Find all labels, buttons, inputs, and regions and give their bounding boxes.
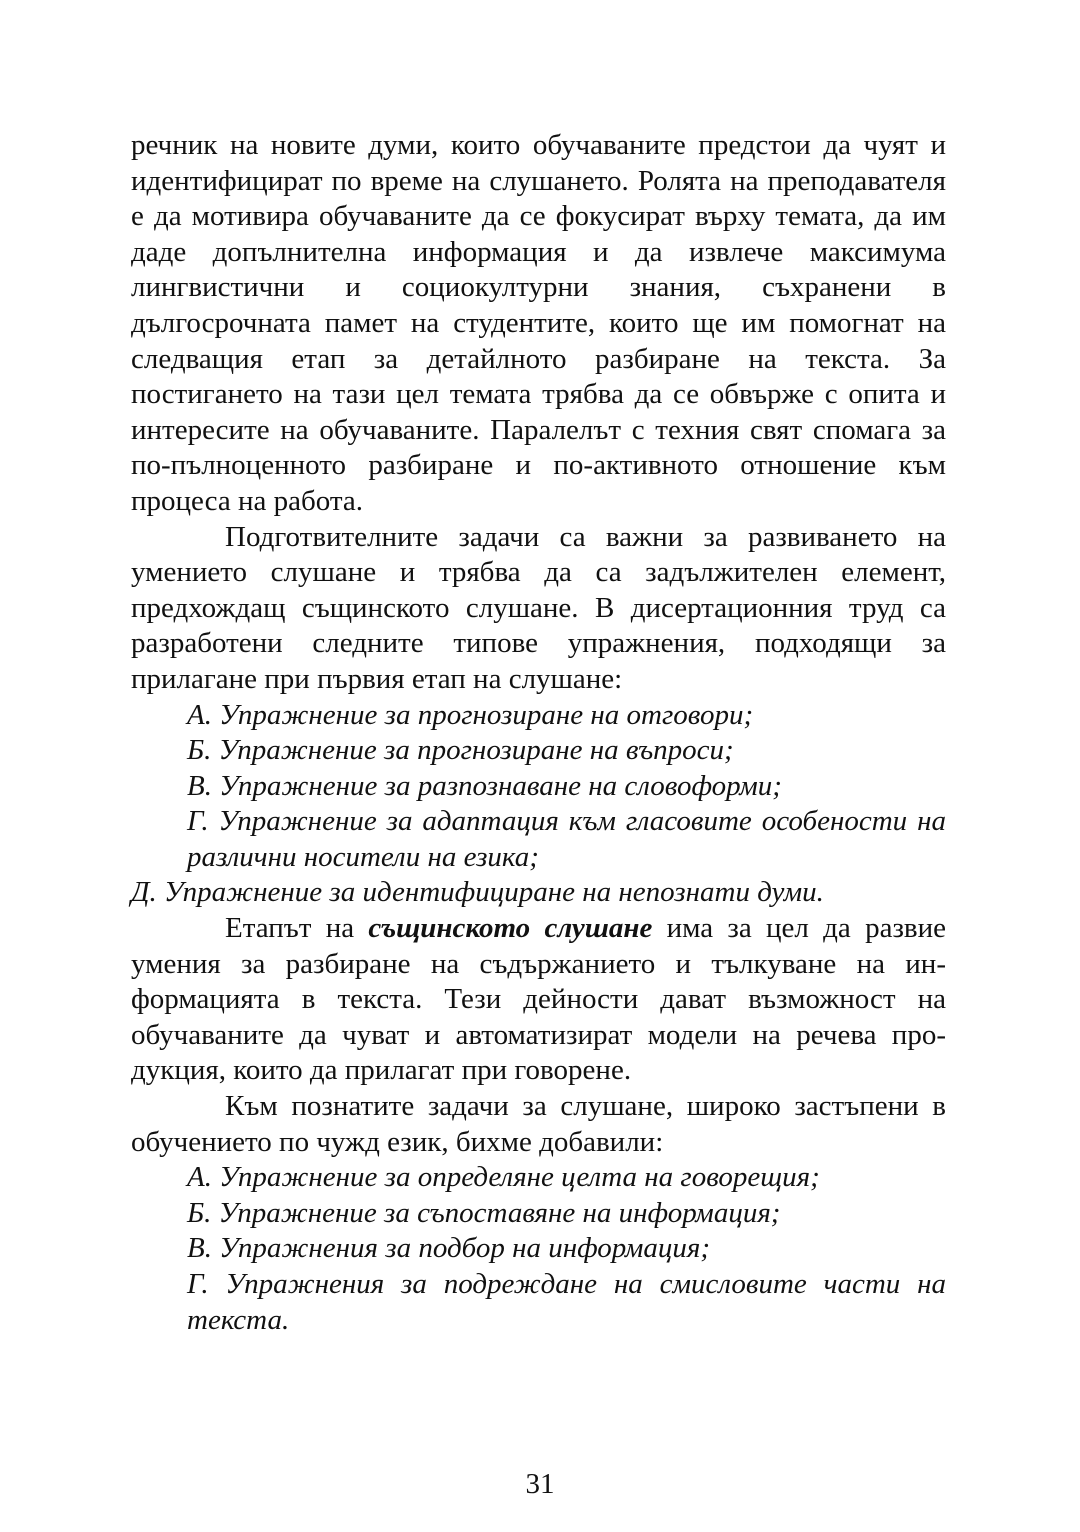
exercise-list-listening	[131, 1160, 946, 1338]
paragraph-text: има за цел да развие умения за разбиране на съдържанието и тълкуване на информацията в текста. Тези дейности дават възможност на обучаваните да чуват и автоматизират модели на речева продукция, които да прилагат при говорене.	[131, 912, 946, 1087]
list-item: А. Упражнение за прогнозиране на отговори;	[187, 698, 754, 731]
paragraph-vocabulary-preparation: речник на новите думи, които обучаваните предстои да чуят и идентифицират по време на слушането. Ролята на преподавателя е да мотивира обучаваните да се фокусират върху темата, да им даде допълнителна информация и да извлече максимума лингвистични и социокултурни знания, съхранени в дългосрочната памет на студентите, които ще им помогнат на следващия етап за детайлното разбиране на текста. За постигането на тази цел темата трябва да се обвърже с опита и интересите на обучаваните. Паралелът с техния свят спомага за по-пълноценното разбиране и по-активното отношение към процеса на работа.	[131, 129, 946, 517]
list-item: А. Упражнение за определяне целта на говорещия;	[187, 1161, 820, 1194]
paragraph-actual-listening	[131, 911, 946, 1089]
paragraph-text: Етапът на	[225, 912, 369, 945]
list-item: Д. Упражнение за идентифициране на непознати думи.	[131, 876, 824, 909]
list-item: Г. Упражнения за подреждане на смисловите части на текста.	[187, 1268, 946, 1336]
body-text	[131, 128, 946, 1338]
paragraph-additional-tasks: Към познатите задачи за слушане, широко застъпени в обучението по чужд език, бихме добавили:	[131, 1090, 946, 1158]
page-number: 31	[525, 1468, 555, 1500]
list-item: Г. Упражнение за адаптация към гласовите особености на различни носители на езика;	[187, 805, 946, 873]
list-item: Б. Упражнение за прогнозиране на въпроси;	[187, 734, 734, 767]
exercise-list-pre-listening	[131, 698, 946, 912]
list-item: В. Упражнение за разпознаване на словоформи;	[187, 769, 782, 802]
emphasis-term: същинското слушане	[368, 912, 653, 945]
paragraph-preparatory-tasks: Подготвителните задачи са важни за развиването на умението слушане и трябва да са задължителен елемент, предхождащ същинското слушане. В дисертационния труд са разработени следните типове упражнения, подходящи за прилагане при първия етап на слушане:	[131, 520, 946, 695]
list-item: В. Упражнения за подбор на информация;	[187, 1232, 711, 1265]
list-item: Б. Упражнение за съпоставяне на информация;	[187, 1196, 781, 1229]
